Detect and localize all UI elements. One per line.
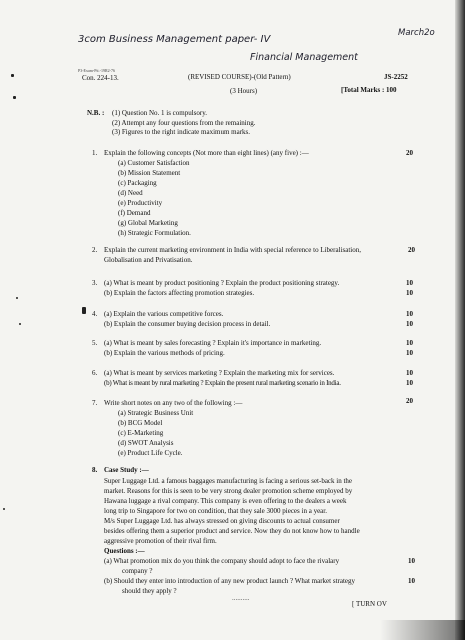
page-corner-shadow (380, 620, 465, 640)
q5-marks-b: 10 (406, 349, 413, 357)
q8-marks-b: 10 (408, 577, 415, 585)
header-paper-code: JS-2252 (384, 73, 408, 81)
q3-part-a: (a) What is meant by product positioning ? Explain the product positioning strategy. (104, 279, 340, 287)
q4-marks-b: 10 (406, 320, 413, 328)
q7-item-c: (c) E-Marketing (118, 429, 164, 437)
instruction-2: (2) Attempt any four questions from the remaining. (112, 119, 256, 127)
q5-part-b: (b) Explain the various methods of pricing. (104, 349, 225, 357)
q5-marks-a: 10 (406, 339, 413, 347)
header-hours: (3 Hours) (230, 87, 258, 95)
scan-mark (11, 74, 14, 77)
q4-part-b: (b) Explain the consumer buying decision process in detail. (104, 320, 271, 328)
q8-para1-line1: Super Luggage Ltd. a famous baggages manufacturing is facing a serious set-back in the (104, 477, 353, 485)
q6-marks-b: 10 (406, 379, 413, 387)
q1-text: Explain the following concepts (Not more than eight lines) (any five) :— (104, 149, 309, 157)
q8-questions-label: Questions :— (104, 547, 145, 555)
header-code-small: P3-Exam-Ptt.-19R2-76 (78, 68, 115, 73)
q6-marks-a: 10 (406, 369, 413, 377)
q1-item-e: (e) Productivity (118, 199, 163, 207)
q7-number: 7. (92, 399, 98, 407)
handwritten-subtitle: Financial Management (250, 52, 358, 63)
header-course: (REVISED COURSE)-(Old Pattern) (188, 73, 291, 81)
q8-para2-line2: besides offering them a superior product and service. Now they do not know how to handle (104, 527, 360, 535)
q2-number: 2. (92, 246, 98, 254)
q8-para2-line3: aggressive promotion of their rival firm. (104, 537, 217, 545)
scan-mark (82, 307, 86, 314)
q8-number: 8. (92, 466, 98, 474)
q2-line1: Explain the current marketing environment in India with special reference to Liberalisation, (104, 246, 361, 254)
q1-item-f: (f) Demand (118, 209, 151, 217)
q8-para1-line4: long trip to Singapore for two on condition, that they sale 3000 pieces in a year. (104, 507, 327, 515)
q1-item-c: (c) Packaging (118, 179, 157, 187)
q7-item-d: (d) SWOT Analysis (118, 439, 174, 447)
q4-marks-a: 10 (406, 310, 413, 318)
q1-item-b: (b) Mission Statement (118, 169, 181, 177)
q8-question-a-line2: company ? (122, 567, 153, 575)
q8-question-a-line1: (a) What promotion mix do you think the company should adopt to face the rivalary (104, 557, 340, 565)
q7-item-b: (b) BCG Model (118, 419, 163, 427)
q3-marks-a: 10 (406, 279, 413, 287)
q1-number: 1. (92, 149, 98, 157)
q7-text: Write short notes on any two of the following :— (104, 399, 243, 407)
q8-para1-line3: Hawana luggage a rival company. This company is even offering to the dealers a week (104, 497, 347, 505)
nb-label: N.B. : (87, 109, 105, 117)
header-con: Con. 224-13. (82, 74, 119, 82)
q4-part-a: (a) Explain the various competitive forces. (104, 310, 224, 318)
turn-over-label: [ TURN OV (352, 600, 387, 608)
q6-number: 6. (92, 369, 98, 377)
q3-part-b: (b) Explain the factors affecting promotion strategies. (104, 289, 255, 297)
handwritten-title: 3com Business Management paper- IV (78, 34, 271, 45)
q5-number: 5. (92, 339, 98, 347)
q6-part-a: (a) What is meant by services marketing ? Explain the marketing mix for services. (104, 369, 335, 377)
q5-part-a: (a) What is meant by sales forecasting ? Explain it's importance in marketing. (104, 339, 322, 347)
q1-item-a: (a) Customer Satisfaction (118, 159, 190, 167)
q7-marks: 20 (406, 397, 413, 405)
scan-mark (3, 508, 5, 510)
page-right-shadow (455, 0, 465, 640)
q3-marks-b: 10 (406, 289, 413, 297)
q3-number: 3. (92, 279, 98, 287)
q8-para1-line2: market. Reasons for this is seen to be very strong dealer promotion scheme employed by (104, 487, 353, 495)
header-total-marks: [Total Marks : 100 (341, 86, 397, 94)
q7-item-e: (e) Product Life Cycle. (118, 449, 183, 457)
q1-marks: 20 (406, 149, 413, 157)
handwritten-date: March2o (398, 28, 435, 38)
q8-para2-line1: M/s Super Luggage Ltd. has always stressed on giving discounts to actual consumer (104, 517, 340, 525)
q1-item-h: (h) Strategic Formulation. (118, 229, 191, 237)
scan-mark (13, 96, 16, 99)
footer-separator: .......... (232, 594, 250, 602)
instruction-1: (1) Question No. 1 is compulsory. (112, 109, 208, 117)
q8-marks-a: 10 (408, 557, 415, 565)
q8-title: Case Study :— (104, 466, 149, 474)
q6-part-b: (b) What is meant by rural marketing ? Explain the present rural marketing scenario in India. (104, 379, 341, 387)
q2-line2: Globalisation and Privatisation. (104, 256, 193, 264)
q7-item-a: (a) Strategic Business Unit (118, 409, 194, 417)
q8-question-b-line2: should they apply ? (122, 587, 177, 595)
instruction-3: (3) Figures to the right indicate maximum marks. (112, 128, 251, 136)
q8-question-b-line1: (b) Should they enter into introduction of any new product launch ? What market strategy (104, 577, 356, 585)
q2-marks: 20 (408, 246, 415, 254)
scan-mark (16, 297, 18, 299)
q1-item-g: (g) Global Marketing (118, 219, 178, 227)
q4-number: 4. (92, 310, 98, 318)
q1-item-d: (d) Need (118, 189, 143, 197)
scan-mark (19, 323, 21, 325)
